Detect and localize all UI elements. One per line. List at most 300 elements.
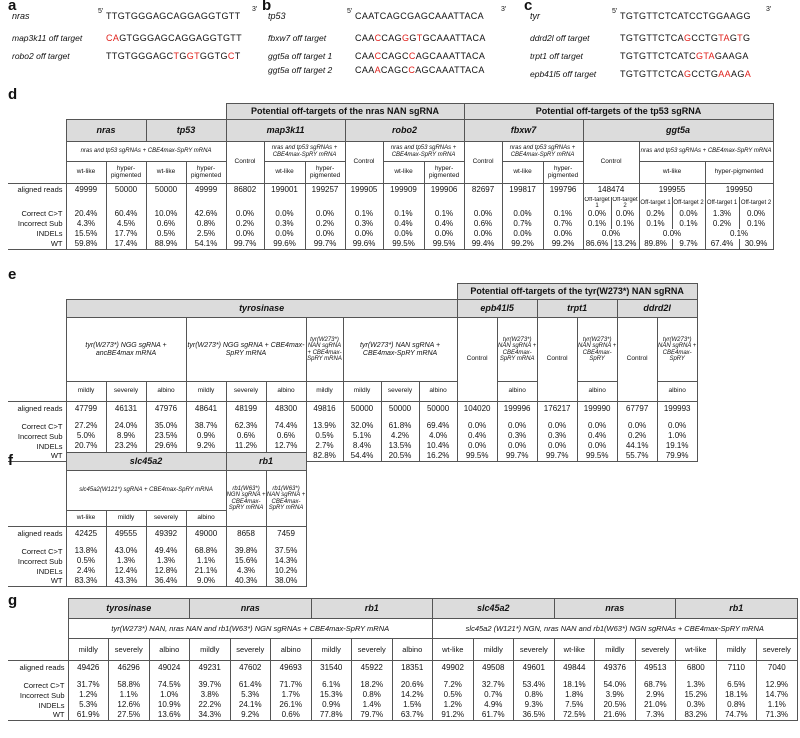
aligned-reads-value: 49999 [186,184,226,197]
metric-value: 0.0% [305,229,345,239]
metric-value: 0.1% [705,229,773,239]
base-run: CAG [381,33,402,43]
off-target-subcolumn: Off-target 1 [705,197,739,210]
column-header: Control [345,142,383,184]
base-run: G [684,69,692,79]
column-header: Control [583,142,639,184]
column-header: wt-like [66,511,106,527]
aligned-reads-value: 50000 [381,402,419,416]
metric-value: 34.3% [190,711,231,721]
metric-value: 0.7% [543,219,583,229]
metric-value: 37.5% [266,547,306,557]
metric-value: 0.1% [543,209,583,219]
column-header: Control [617,318,657,402]
column-header: Control [457,318,497,402]
table-cell [543,197,583,210]
metric-value: 82.8% [306,452,343,462]
metric-value: 4.9% [473,701,514,711]
metric-value: 11.2% [226,442,266,452]
metric-value: 43.3% [106,577,146,587]
table-g [8,598,798,721]
table-cell [8,197,66,210]
base-run: T [737,33,744,43]
metric-value: 44.1% [617,442,657,452]
column-header: mildly [473,639,514,661]
aligned-reads-value: 199257 [305,184,345,197]
table-cell [8,471,66,511]
column-header: severely [226,382,266,402]
gene-header: epb41l5 [457,300,537,318]
table-cell [8,382,66,402]
metric-value: 53.4% [514,681,555,691]
metric-value: 39.7% [190,681,231,691]
metric-value: 9.0% [186,577,226,587]
metric-value: 1.1% [109,691,150,701]
row-label: Correct C>T [8,547,66,557]
metric-value: 99.7% [537,452,577,462]
table-cell [8,639,68,661]
metric-value: 1.4% [352,701,393,711]
metric-value: 59.8% [66,239,106,249]
column-header: hyper-pigmented [106,162,146,184]
five-prime-label: 5′ [347,8,353,15]
column-header: severely [635,639,676,661]
aligned-reads-value: 199906 [424,184,464,197]
column-header: mildly [66,382,106,402]
base-run: GT [186,51,200,61]
metric-value: 0.4% [424,219,464,229]
table-d [8,103,774,250]
aligned-reads-value: 82697 [464,184,502,197]
three-prime-label: 3′ [766,6,772,13]
column-header: albino [146,382,186,402]
metric-value: 0.0% [226,229,264,239]
aligned-reads-value: 49508 [473,661,514,675]
metric-value: 67.4% [705,239,739,249]
metric-value: 38.0% [266,577,306,587]
metric-value: 12.8% [146,567,186,577]
metric-value: 15.6% [226,557,266,567]
metric-value: 1.3% [106,557,146,567]
condition-subheader: nras and tp53 sgRNAs + CBE4max-SpRY mRNA [66,142,226,162]
metric-value: 0.2% [305,219,345,229]
aligned-reads-value: 49000 [186,527,226,541]
table-cell [8,142,66,162]
metric-value: 99.6% [345,239,383,249]
off-target-name: ddrd2l off target [530,33,590,43]
panel-label: c [524,0,533,14]
condition-subheader: nras and tp53 sgRNAs + CBE4max-SpRY mRNA [264,142,345,162]
condition-subheader: tyr(W273*) NAN sgRNA + CBE4max-SpRY [577,318,617,382]
offtarget-title-tp53: Potential off-targets of the tp53 sgRNA [464,104,773,120]
metric-value: 8.9% [106,432,146,442]
condition-subheader: tyr(W273*) NAN sgRNA + CBE4max-SpRY mRNA [497,318,537,382]
column-header: severely [381,382,419,402]
metric-value: 62.3% [226,422,266,432]
condition-subheader: tyr(W273*) NAN sgRNA + CBE4max-SpRY mRNA [306,318,343,382]
table-cell [106,197,146,210]
column-header: severely [230,639,271,661]
column-header: albino [577,382,617,402]
metric-value: 79.7% [352,711,393,721]
base-run: CCTG [691,33,719,43]
condition-subheader: rb1(W63*) NGN sgRNA + CBE4max-SpRY mRNA [226,471,266,527]
panel-label: b [262,0,272,14]
metric-value: 99.6% [264,239,305,249]
metric-value: 0.3% [497,432,537,442]
metric-value: 14.3% [266,557,306,567]
aligned-reads-value: 18351 [392,661,433,675]
metric-value: 0.1% [424,209,464,219]
table-cell [8,104,226,120]
base-run: G [179,51,187,61]
column-header: albino [419,382,457,402]
metric-value: 21.1% [186,567,226,577]
metric-value: 88.9% [146,239,186,249]
table-cell [8,619,68,639]
metric-value: 0.1% [345,209,383,219]
base-run: GAAGA [714,51,749,61]
aligned-reads-value: 148474 [583,184,639,197]
metric-value: 0.4% [457,432,497,442]
metric-value: 0.8% [514,691,555,701]
aligned-reads-value: 49231 [190,661,231,675]
metric-value: 2.4% [66,567,106,577]
column-header: hyper-pigmented [705,162,773,184]
metric-value: 18.2% [352,681,393,691]
metric-value: 14.7% [757,691,798,701]
condition-subheader: slc45a2 (W121*) NGN, nras NAN and rb1(W63*) NGN sgRNAs + CBE4max-SpRY mRNA [433,619,798,639]
metric-value: 0.1% [739,219,773,229]
metric-value: 0.0% [583,209,611,219]
aligned-reads-value: 49392 [146,527,186,541]
metric-value: 1.3% [676,681,717,691]
base-run: C [408,65,416,75]
column-header: Control [226,142,264,184]
metric-value: 99.4% [464,239,502,249]
table-cell [8,284,457,300]
metric-value: 4.3% [66,219,106,229]
metric-value: 0.8% [186,219,226,229]
aligned-reads-value: 31540 [311,661,352,675]
metric-value: 2.9% [635,691,676,701]
metric-value: 0.3% [537,432,577,442]
base-run: CAGC [381,51,409,61]
metric-value: 0.0% [264,209,305,219]
column-header: albino [149,639,190,661]
aligned-reads-value: 7110 [716,661,757,675]
column-header: Control [464,142,502,184]
metric-value: 74.7% [716,711,757,721]
row-label: Incorrect Sub [8,691,68,701]
aligned-reads-value: 45922 [352,661,393,675]
off-target-name: robo2 off target [12,51,70,61]
off-target-sequence [620,51,749,61]
aligned-reads-value: 50000 [419,402,457,416]
aligned-reads-value: 7040 [757,661,798,675]
gene-header: rb1 [311,599,433,619]
metric-value: 60.4% [106,209,146,219]
off-target-sequence [355,33,486,43]
metric-value: 5.3% [68,701,109,711]
offtarget-title-tyr: Potential off-targets of the tyr(W273*) NAN sgRNA [457,284,697,300]
metric-value: 23.5% [146,432,186,442]
metric-value: 12.6% [109,701,150,711]
metric-value: 0.5% [306,432,343,442]
metric-value: 29.6% [146,442,186,452]
metric-value: 0.0% [611,209,639,219]
column-header: wt-like [502,162,543,184]
table-f [8,452,307,587]
row-label: WT [8,711,68,721]
base-run: C [374,51,382,61]
metric-value: 6.1% [311,681,352,691]
off-target-sequence [355,51,485,61]
metric-value: 99.7% [305,239,345,249]
table-cell [502,197,543,210]
metric-value: 32.0% [343,422,381,432]
metric-value: 12.7% [266,442,306,452]
panel-label: g [8,592,18,609]
metric-value: 0.9% [311,701,352,711]
metric-value: 0.0% [226,209,264,219]
base-run: TGTGTTCTCA [620,69,684,79]
metric-value: 9.7% [672,239,705,249]
metric-value: 13.2% [611,239,639,249]
metric-value: 99.7% [226,239,264,249]
row-label: Incorrect Sub [8,432,66,442]
column-header: severely [109,639,150,661]
base-run: A [744,69,752,79]
reference-gene-name: tp53 [268,11,286,21]
gene-header: rb1 [676,599,798,619]
metric-value: 12.9% [757,681,798,691]
metric-value: 0.1% [383,209,424,219]
condition-subheader: tyr(W273*) NGG sgRNA + ancBE4max mRNA [66,318,186,382]
column-header: mildly [343,382,381,402]
metric-value: 38.7% [186,422,226,432]
gene-header: tyrosinase [66,300,457,318]
metric-value: 27.2% [66,422,106,432]
column-header: albino [266,382,306,402]
metric-value: 61.8% [381,422,419,432]
aligned-reads-value: 47976 [146,402,186,416]
metric-value: 14.2% [392,691,433,701]
table-cell [146,197,186,210]
aligned-reads-value: 49999 [66,184,106,197]
metric-value: 4.2% [381,432,419,442]
column-header: wt-like [264,162,305,184]
metric-value: 0.0% [543,229,583,239]
metric-value: 9.2% [186,442,226,452]
metric-value: 0.7% [502,219,543,229]
base-run: C [227,51,235,61]
metric-value: 0.6% [271,711,312,721]
base-run: CAA [355,65,375,75]
metric-value: 0.0% [383,229,424,239]
metric-value: 71.7% [271,681,312,691]
gene-header: nras [554,599,676,619]
metric-value: 99.5% [424,239,464,249]
metric-value: 15.3% [311,691,352,701]
metric-value: 3.9% [595,691,636,701]
aligned-reads-value: 48641 [186,402,226,416]
gene-header: slc45a2 [66,453,226,471]
row-label: INDELs [8,701,68,711]
metric-value: 0.0% [464,209,502,219]
metric-value: 23.2% [106,442,146,452]
column-header: severely [352,639,393,661]
metric-value: 83.3% [66,577,106,587]
metric-value: 86.6% [583,239,611,249]
row-label: INDELs [8,567,66,577]
base-run: G [401,33,410,43]
metric-value: 18.1% [716,691,757,701]
off-target-name: map3k11 off target [12,33,83,43]
metric-value: 99.7% [497,452,537,462]
base-run: CAA [355,51,375,61]
aligned-reads-value: 8658 [226,527,266,541]
table-cell [8,300,66,318]
metric-value: 0.0% [502,209,543,219]
three-prime-label: 3′ [501,6,507,13]
metric-value: 0.0% [497,422,537,432]
column-header: mildly [190,639,231,661]
aligned-reads-value: 6800 [676,661,717,675]
metric-value: 1.5% [392,701,433,711]
metric-value: 79.9% [657,452,697,462]
metric-value: 31.7% [68,681,109,691]
metric-value: 18.1% [554,681,595,691]
offtarget-title-nras: Potential off-targets of the nras NAN sgRNA [226,104,464,120]
aligned-reads-value: 49513 [635,661,676,675]
base-run: T [234,51,241,61]
metric-value: 0.0% [264,229,305,239]
row-label: aligned reads [8,527,66,541]
table-cell [464,197,502,210]
column-header: severely [514,639,555,661]
metric-value: 1.0% [657,432,697,442]
aligned-reads-value: 49555 [106,527,146,541]
off-target-sequence [106,33,242,43]
metric-value: 0.2% [705,219,739,229]
condition-subheader: nras and tp53 sgRNAs + CBE4max-SpRY mRNA [383,142,464,162]
metric-value: 1.2% [433,701,474,711]
metric-value: 0.0% [345,229,383,239]
metric-value: 22.2% [190,701,231,711]
row-label: WT [8,577,66,587]
row-label: Incorrect Sub [8,557,66,567]
off-target-name: epb41l5 off target [530,69,597,79]
metric-value: 0.3% [345,219,383,229]
column-header: wt-like [639,162,705,184]
off-target-subcolumn: Off-target 2 [672,197,705,210]
metric-value: 16.2% [419,452,457,462]
metric-value: 0.1% [611,219,639,229]
aligned-reads-value: 199796 [543,184,583,197]
table-cell [424,197,464,210]
row-label: INDELs [8,442,66,452]
metric-value: 19.1% [657,442,697,452]
metric-value: 1.1% [186,557,226,567]
row-label: WT [8,239,66,249]
base-run: TA [718,33,730,43]
metric-value: 0.1% [639,219,672,229]
metric-value: 0.0% [497,442,537,452]
metric-value: 61.4% [230,681,271,691]
metric-value: 6.5% [716,681,757,691]
column-header: hyper-pigmented [424,162,464,184]
table-cell [8,318,66,382]
aligned-reads-value: 199996 [497,402,537,416]
panel-label: d [8,86,18,103]
panel-label: e [8,266,17,283]
metric-value: 0.6% [464,219,502,229]
metric-value: 1.0% [149,691,190,701]
aligned-reads-value: 49902 [433,661,474,675]
metric-value: 91.2% [433,711,474,721]
metric-value: 0.2% [639,209,672,219]
three-prime-label: 3′ [252,6,258,13]
gene-header: robo2 [345,120,464,142]
metric-value: 0.2% [617,432,657,442]
table-cell [305,197,345,210]
reference-sequence [106,11,241,21]
metric-value: 0.8% [352,691,393,701]
metric-value: 49.4% [146,547,186,557]
metric-value: 99.2% [502,239,543,249]
base-run: CAA [355,33,375,43]
metric-value: 1.1% [757,701,798,711]
gene-header: nras [66,120,146,142]
metric-value: 4.3% [226,567,266,577]
metric-value: 68.8% [186,547,226,557]
table-cell [226,197,264,210]
row-label: Correct C>T [8,422,66,432]
aligned-reads-value: 199955 [639,184,705,197]
off-target-sequence [620,69,751,79]
table-cell [66,197,106,210]
column-header: hyper-pigmented [186,162,226,184]
aligned-reads-value: 49024 [149,661,190,675]
metric-value: 0.8% [716,701,757,711]
metric-value: 36.5% [514,711,555,721]
metric-value: 5.0% [66,432,106,442]
metric-value: 0.0% [639,229,705,239]
metric-value: 21.6% [595,711,636,721]
column-header: wt-like [146,162,186,184]
base-run: CAATCAGCGAGCAAATTACA [355,11,485,21]
metric-value: 0.0% [739,209,773,219]
metric-value: 0.7% [473,691,514,701]
metric-value: 0.1% [672,219,705,229]
metric-value: 0.5% [66,557,106,567]
row-label: Correct C>T [8,209,66,219]
aligned-reads-value: 50000 [343,402,381,416]
column-header: severely [146,511,186,527]
aligned-reads-value: 104020 [457,402,497,416]
column-header: hyper-pigmented [543,162,583,184]
row-label: Correct C>T [8,681,68,691]
table-cell [186,197,226,210]
metric-value: 10.2% [266,567,306,577]
base-run: G [409,33,417,43]
metric-value: 0.6% [226,432,266,442]
aligned-reads-value: 48300 [266,402,306,416]
aligned-reads-value: 199990 [577,402,617,416]
off-target-name: trpt1 off target [530,51,583,61]
metric-value: 20.5% [381,452,419,462]
